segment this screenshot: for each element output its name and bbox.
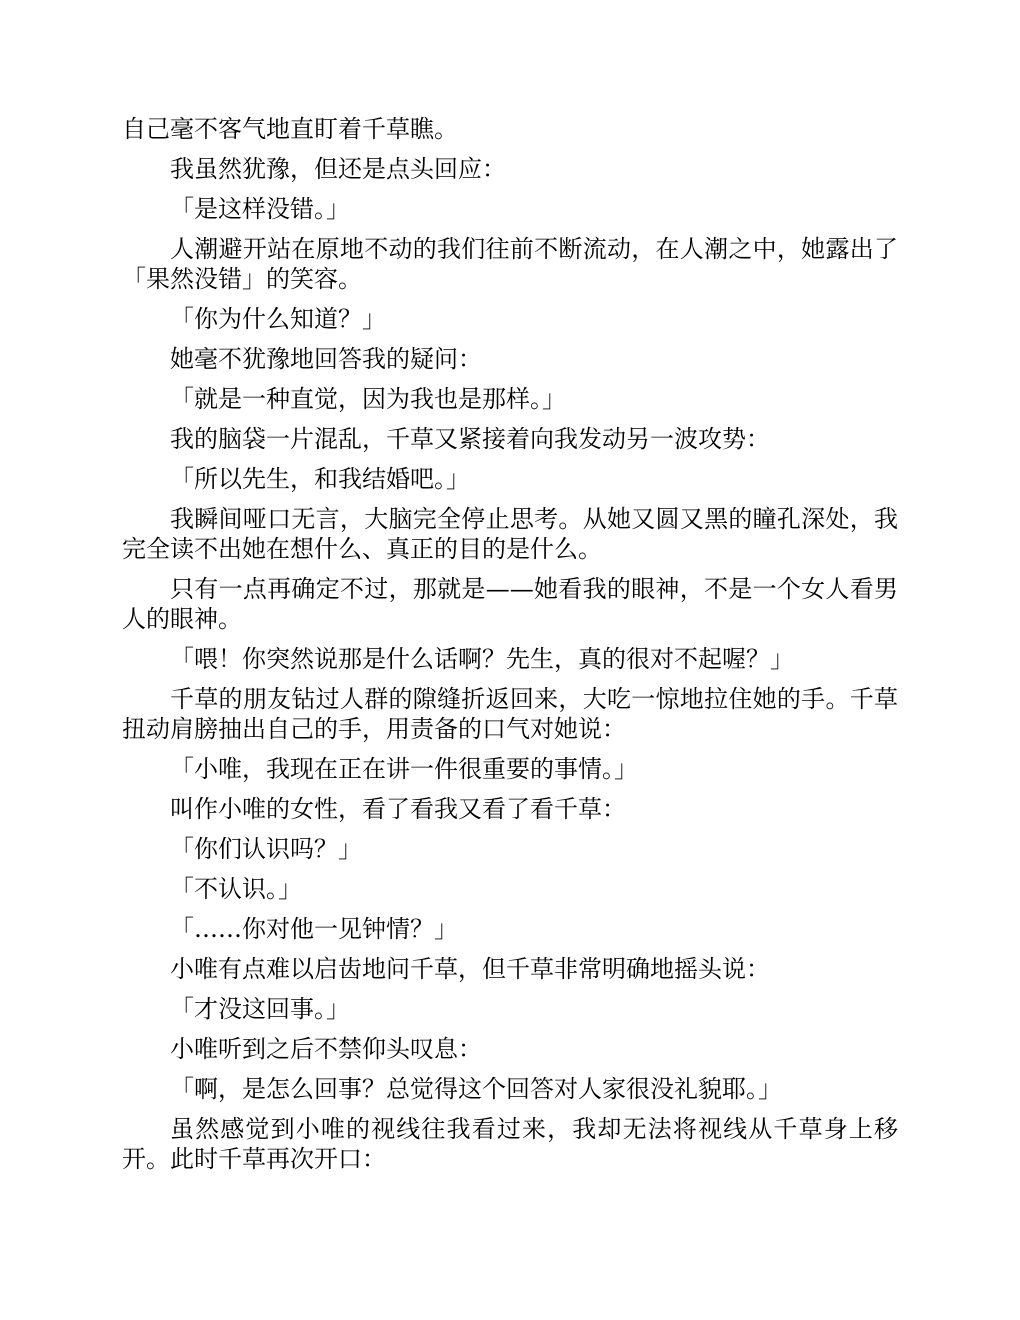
paragraph: 「……你对他一见钟情？」 [170, 915, 458, 943]
paragraph: 只有一点再确定不过，那就是——她看我的眼神，不是一个女人看男人的眼神。 [122, 575, 898, 633]
paragraph: 虽然感觉到小唯的视线往我看过来，我却无法将视线从千草身上移开。此时千草再次开口： [122, 1115, 898, 1173]
paragraph: 小唯有点难以启齿地问千草，但千草非常明确地摇头说： [170, 955, 770, 983]
paragraph: 自己毫不客气地直盯着千草瞧。 [122, 115, 458, 143]
paragraph: 「是这样没错。」 [170, 195, 350, 223]
paragraph: 「所以先生，和我结婚吧。」 [170, 465, 470, 493]
paragraph: 人潮避开站在原地不动的我们往前不断流动，在人潮之中，她露出了「果然没错」的笑容。 [122, 235, 898, 293]
paragraph: 「你为什么知道？」 [170, 305, 386, 333]
paragraph: 我虽然犹豫，但还是点头回应： [170, 155, 506, 183]
paragraph: 我的脑袋一片混乱，千草又紧接着向我发动另一波攻势： [170, 425, 770, 453]
paragraph: 千草的朋友钻过人群的隙缝折返回来，大吃一惊地拉住她的手。千草扭动肩膀抽出自己的手，用责备的口气对她说： [122, 685, 898, 743]
paragraph: 「小唯，我现在正在讲一件很重要的事情。」 [170, 755, 638, 783]
paragraph: 「才没这回事。」 [170, 995, 350, 1023]
paragraph: 我瞬间哑口无言，大脑完全停止思考。从她又圆又黑的瞳孔深处，我完全读不出她在想什么、真正的目的是什么。 [122, 505, 898, 563]
paragraph: 小唯听到之后不禁仰头叹息： [170, 1035, 482, 1063]
paragraph: 她毫不犹豫地回答我的疑问： [170, 345, 482, 373]
document-body [122, 114, 898, 1184]
paragraph: 叫作小唯的女性，看了看我又看了看千草： [170, 795, 626, 823]
paragraph: 「就是一种直觉，因为我也是那样。」 [170, 385, 566, 413]
paragraph: 「不认识。」 [170, 875, 302, 903]
paragraph: 「你们认识吗？」 [170, 835, 362, 863]
paragraph: 「啊，是怎么回事？总觉得这个回答对人家很没礼貌耶。」 [170, 1075, 782, 1103]
paragraph: 「喂！你突然说那是什么话啊？先生，真的很对不起喔？」 [170, 645, 794, 673]
